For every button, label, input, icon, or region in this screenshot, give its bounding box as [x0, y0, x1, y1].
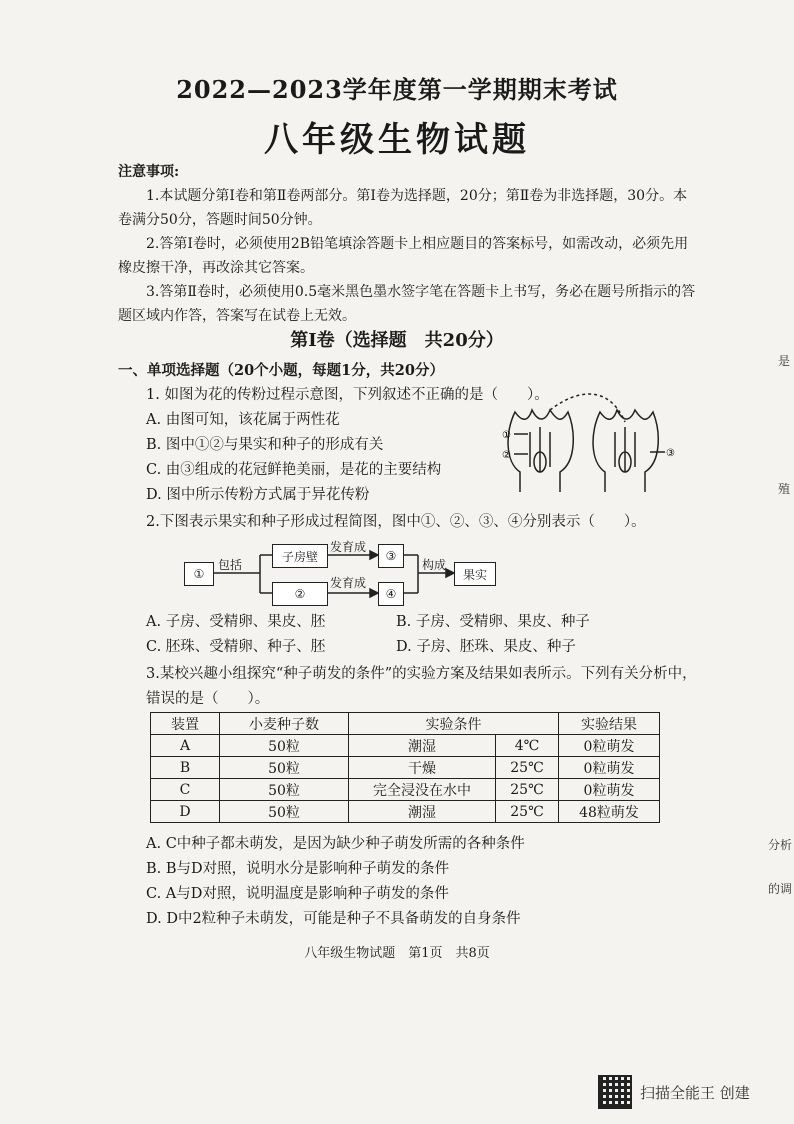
table-cell: 4℃ — [496, 735, 559, 757]
question-stem: 1. 如图为花的传粉过程示意图，下列叙述不正确的是（ ）。 — [146, 387, 549, 403]
table-cell: 50粒 — [220, 735, 349, 757]
option-c: C. 胚珠、受精卵、种子、胚 — [146, 639, 326, 655]
question-stem: 3.某校兴趣小组探究“种子萌发的条件”的实验方案及结果如表所示。下列有关分析中，错误的是（ ）。 — [146, 666, 697, 707]
table-cell: 50粒 — [220, 757, 349, 779]
option-d: D. D中2粒种子未萌发，可能是种子不具备萌发的自身条件 — [146, 911, 521, 927]
option-d: D. 子房、胚珠、果皮、种子 — [396, 639, 576, 655]
scanner-watermark — [598, 1075, 750, 1109]
table-header: 实验结果 — [559, 713, 660, 735]
question-stem: 2.下图表示果实和种子形成过程简图，图中①、②、③、④分别表示（ ）。 — [146, 514, 646, 530]
table-cell: 50粒 — [220, 801, 349, 823]
diagram-box-ovary-wall: 子房壁 — [272, 544, 328, 568]
table-cell: 潮湿 — [349, 735, 496, 757]
section-title: 第Ⅰ卷（选择题 共20分） — [290, 330, 504, 351]
diagram-box-3: ③ — [378, 544, 404, 568]
option-row — [118, 635, 698, 660]
diagram-box-2: ② — [272, 582, 328, 606]
question-2 — [118, 510, 698, 535]
table-cell: 25℃ — [496, 779, 559, 801]
note-item: 1.本试题分第Ⅰ卷和第Ⅱ卷两部分。第Ⅰ卷为选择题，20分；第Ⅱ卷为非选择题，30分。本卷满分50分，答题时间50分钟。 — [118, 188, 688, 228]
option-b: B. 子房、受精卵、果皮、种子 — [396, 614, 590, 630]
table-header: 装置 — [151, 713, 220, 735]
table-row — [151, 757, 660, 779]
germination-table — [150, 712, 660, 823]
table-cell: 25℃ — [496, 801, 559, 823]
table-cell: 潮湿 — [349, 801, 496, 823]
diagram-box-fruit: 果实 — [454, 562, 496, 586]
page-footer: 八年级生物试题 第1页 共8页 — [304, 946, 490, 961]
arrow-label-include: 包括 — [218, 558, 243, 572]
qr-code-icon — [598, 1075, 632, 1109]
option-a: A. 子房、受精卵、果皮、胚 — [146, 614, 326, 630]
table-header: 小麦种子数 — [220, 713, 349, 735]
bleed-text: 的调 — [768, 882, 793, 896]
fruit-formation-diagram — [180, 538, 510, 608]
table-cell: 0粒萌发 — [559, 779, 660, 801]
table-header: 实验条件 — [349, 713, 559, 735]
table-cell: 48粒萌发 — [559, 801, 660, 823]
scanner-label: 扫描全能王 创建 — [640, 1083, 750, 1102]
flower-pollination-figure — [500, 392, 680, 502]
arrow-label-develop-2: 发育成 — [330, 576, 367, 590]
table-cell: 50粒 — [220, 779, 349, 801]
notes-section — [118, 160, 698, 328]
option-b: B. B与D对照，说明水分是影响种子萌发的条件 — [146, 861, 450, 877]
question-2-options — [118, 610, 698, 660]
bleed-text: 分析 — [768, 838, 793, 852]
bleed-text: 是 — [778, 354, 791, 368]
option-a: A. C中种子都未萌发，是因为缺少种子萌发所需的各种条件 — [146, 836, 525, 852]
notes-heading: 注意事项: — [118, 164, 180, 180]
arrow-label-form: 构成 — [422, 558, 447, 572]
table-cell: 0粒萌发 — [559, 735, 660, 757]
table-row — [151, 801, 660, 823]
table-cell: 25℃ — [496, 757, 559, 779]
table-cell: D — [151, 801, 220, 823]
diagram-box-4: ④ — [378, 582, 404, 606]
exam-title: 2022—2023学年度第一学期期末考试 — [176, 75, 618, 104]
question-3 — [118, 662, 698, 712]
option-d: D. 图中所示传粉方式属于异花传粉 — [146, 487, 370, 503]
option-c: C. A与D对照，说明温度是影响种子萌发的条件 — [146, 886, 449, 902]
table-row — [151, 735, 660, 757]
arrow-label-develop-1: 发育成 — [330, 540, 367, 554]
table-cell: 0粒萌发 — [559, 757, 660, 779]
table-cell: C — [151, 779, 220, 801]
table-cell: 干燥 — [349, 757, 496, 779]
table-row — [151, 779, 660, 801]
option-c: C. 由③组成的花冠鲜艳美丽，是花的主要结构 — [146, 462, 442, 478]
table-cell: B — [151, 757, 220, 779]
section-subtitle: 一、单项选择题（20个小题，每题1分，共20分） — [118, 362, 444, 379]
table-cell: A — [151, 735, 220, 757]
note-item: 3.答第Ⅱ卷时，必须使用0.5毫米黑色墨水签字笔在答题卡上书写，务必在题号所指示的答题区域内作答，答案写在试卷上无效。 — [118, 284, 696, 324]
option-row — [118, 610, 698, 635]
figure-label-1: ① — [502, 430, 511, 441]
question-3-options — [118, 832, 698, 932]
figure-label-2: ② — [502, 450, 511, 461]
option-b: B. 图中①②与果实和种子的形成有关 — [146, 437, 384, 453]
option-a: A. 由图可知，该花属于两性花 — [146, 412, 340, 428]
table-cell: 完全浸没在水中 — [349, 779, 496, 801]
table-header-row — [151, 713, 660, 735]
exam-subject-title: 八年级生物试题 — [264, 120, 530, 160]
diagram-box-1: ① — [184, 562, 214, 586]
note-item: 2.答第Ⅰ卷时，必须使用2B铅笔填涂答题卡上相应题目的答案标号，如需改动，必须先用橡皮擦干净，再改涂其它答案。 — [118, 236, 689, 276]
figure-label-3: ③ — [666, 448, 675, 459]
bleed-text: 殖 — [778, 482, 791, 496]
